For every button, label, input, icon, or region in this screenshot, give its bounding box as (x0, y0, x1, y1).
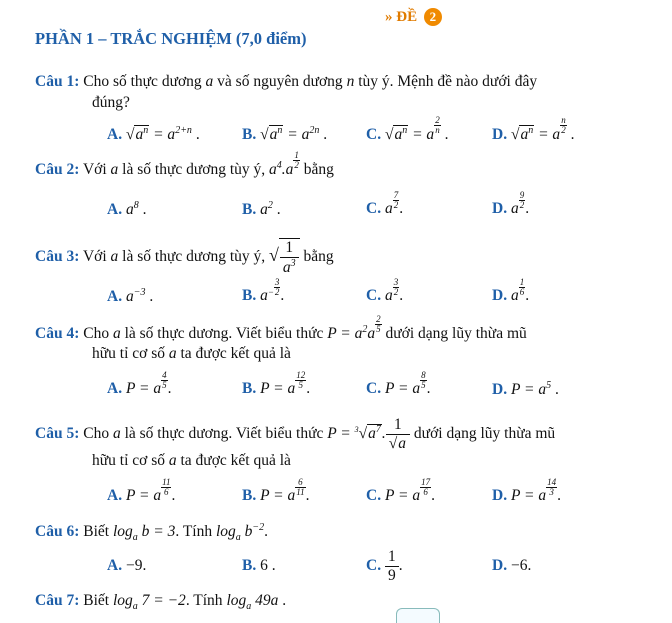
question-7: Câu 7: Biết $\log_a 7 = -2$. Tính $\log_a 49a$ . (35, 592, 287, 613)
q5-option-a[interactable]: A. P = a $\frac{11}{6}$ . (107, 477, 176, 504)
q3-option-c[interactable]: C. a $\frac{3}{2}$ . (366, 277, 404, 304)
q5-option-b[interactable]: B. P = a $\frac{6}{11}$ . (242, 477, 310, 504)
q2-option-c[interactable]: C. a $\frac{7}{2}$ . (366, 190, 404, 217)
q5-line2: hữu tỉ cơ số a ta được kết quả là (92, 452, 291, 469)
q1-text-c: tùy ý. Mệnh đề nào dưới đây (358, 73, 538, 90)
q2-option-d[interactable]: D. a $\frac{9}{2}$ . (492, 190, 530, 217)
q4-option-c[interactable]: C. P = a $\frac{8}{5}$ . (366, 370, 431, 397)
q4-option-b[interactable]: B. P = a $\frac{12}{5}$ . (242, 370, 311, 397)
var-a: a (205, 73, 214, 90)
q4-option-d[interactable]: D. $P = a^5$ . (492, 380, 559, 399)
question-4: Câu 4: Cho a là số thực dương. Viết biểu thức $P = a^2a$ $\frac{2}{5}$ dưới dạng lũy thừa mũ (35, 314, 527, 343)
q1-option-d[interactable]: D. $√a^n = a$ $\frac{n}{2}$ . (492, 115, 575, 144)
q3-option-b[interactable]: B. a− $\frac{3}{2}$ . (242, 277, 285, 304)
q6-option-c[interactable]: C. $\frac{1}{9}$ . (366, 548, 403, 584)
q4-option-a[interactable]: A. P = a $\frac{4}{5}$ . (107, 370, 172, 397)
exam-tag: » ĐỀ 2 (385, 8, 442, 26)
q1-text-a: Cho số thực dương (83, 73, 202, 90)
var-n: n (346, 73, 355, 90)
q1-line2: đúng? (92, 94, 130, 111)
q1-option-c[interactable]: C. $√a^n = a$ $\frac{2}{n}$ . (366, 115, 449, 144)
q6-option-b[interactable]: B. 6 . (242, 557, 276, 574)
exam-tag-label: ĐỀ (396, 9, 418, 25)
exam-number-badge: 2 (424, 8, 442, 26)
section-title: PHẦN 1 – TRẮC NGHIỆM (7,0 điểm) (35, 29, 307, 48)
q6-option-d[interactable]: D. −6. (492, 557, 532, 574)
q5-option-c[interactable]: C. P = a $\frac{17}{6}$ . (366, 477, 435, 504)
q3-option-d[interactable]: D. a $\frac{1}{6}$ . (492, 277, 530, 304)
q1-option-a[interactable]: A. $√a^n = a^{2+n}$ . (107, 125, 200, 144)
q5-option-d[interactable]: D. P = a $\frac{14}{3}$ . (492, 477, 561, 504)
q1-option-b[interactable]: B. $√a^n = a^{2n}$ . (242, 125, 328, 144)
q1-text-b: và số nguyên dương (217, 73, 343, 90)
question-2: Câu 2: Với a là số thực dương tùy ý, $a^4.a$ $\frac{1}{2}$ bằng (35, 150, 334, 179)
question-1 (35, 73, 537, 91)
q3-option-a[interactable]: A. $a^{-3}$ . (107, 287, 154, 306)
question-label: Câu 1: (35, 73, 80, 90)
q6-option-a[interactable]: A. −9. (107, 557, 147, 574)
question-3: Câu 3: Với a là số thực dương tùy ý, √ $\frac{1}{a^3}$ bằng (35, 239, 334, 277)
question-6: Câu 6: Biết $\log_a b = 3$. Tính $\log_a b^{-2}$. (35, 522, 269, 544)
page-tab-decoration (396, 608, 440, 623)
question-5: Câu 5: Cho a là số thực dương. Viết biểu thức $P = ^3√a^7$. $\frac{1}{√a}$ dưới dạng lũy thừa mũ (35, 416, 556, 452)
q4-line2: hữu tỉ cơ số a ta được kết quả là (92, 345, 291, 362)
q2-option-a[interactable]: A. $a^8$ . (107, 200, 147, 219)
q2-option-b[interactable]: B. $a^2$ . (242, 200, 281, 219)
